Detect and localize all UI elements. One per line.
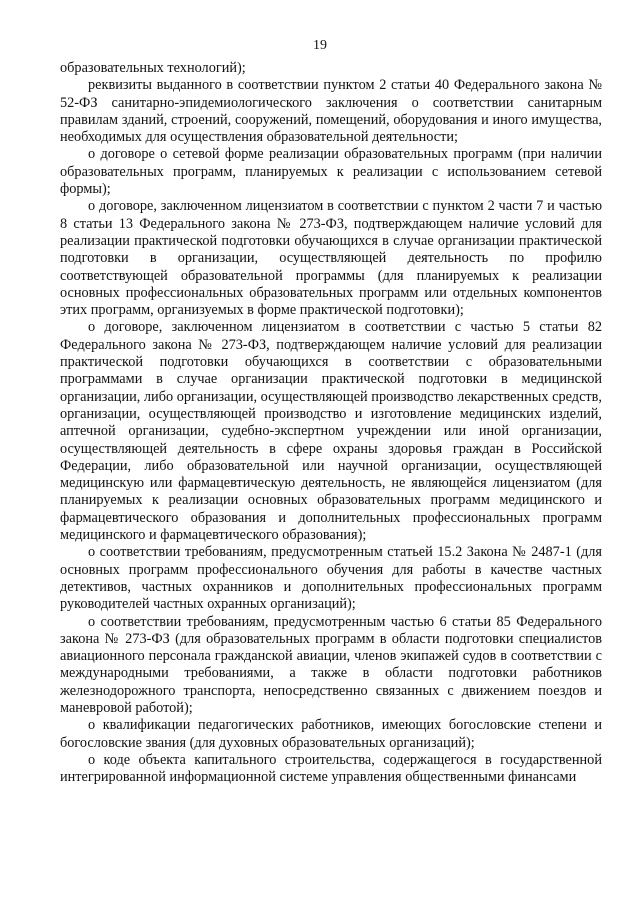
paragraph: реквизиты выданного в соответствии пунктом 2 статьи 40 Федерального закона № 52-ФЗ санитарно-эпидемиологического заключения о соответствии санитарным правилам зданий, строений, сооружений, помещений, оборудования и иного имущества, необходимых для осуществления образовательной деятельности; (60, 77, 602, 146)
paragraph: о договоре о сетевой форме реализации образовательных программ (при наличии образовательных программ, планируемых к реализации с использованием сетевой формы); (60, 146, 602, 198)
paragraph: о соответствии требованиям, предусмотренным частью 6 статьи 85 Федерального закона № 273-ФЗ (для образовательных программ в области подготовки специалистов авиационного персонала гражданской авиации, членов экипажей судов в соответствии с международными требованиями, а также в области подготовки работников железнодорожного транспорта, непосредственно связанных с движением поездов и маневровой работой); (60, 613, 602, 716)
paragraph: образовательных технологий); (60, 60, 246, 76)
paragraph: о договоре, заключенном лицензиатом в соответствии с пунктом 2 части 7 и частью 8 статьи 13 Федерального закона № 273-ФЗ, подтверждающем наличие условий для реализации практической подготовки обучающихся в случае организации практической подготовки в организации, осуществляющей деятельность по профилю соответствующей образовательной программы (для планируемых к реализации основных профессиональных образовательных программ или отдельных компонентов этих программ, организуемых в форме практической подготовки); (60, 198, 602, 319)
paragraph: о договоре, заключенном лицензиатом в соответствии с частью 5 статьи 82 Федерального закона № 273-ФЗ, подтверждающем наличие условий для реализации практической подготовки обучающихся в соответствии с образовательными программами в случае организации практической подготовки в медицинской организации, либо организации, осуществляющей производство лекарственных средств, организации, осуществляющей производство и изготовление медицинских изделий, аптечной организации, судебно-экспертном учреждении или иной организации, осуществляющей деятельность в сфере охраны здоровья граждан в Российской Федерации, либо образовательной или научной организации, осуществляющей медицинскую или фармацевтическую деятельность, не являющейся лицензиатом (для планируемых к реализации основных образовательных программ медицинского и фармацевтического образования и дополнительных профессиональных программ медицинского и фармацевтического образования); (60, 319, 602, 544)
paragraph: о коде объекта капитального строительства, содержащегося в государственной интегрированной информационной системе управления общественными финансами (60, 751, 602, 786)
body-text (60, 60, 602, 786)
paragraph: о квалификации педагогических работников, имеющих богословские степени и богословские звания (для духовных образовательных организаций); (60, 717, 602, 751)
page-number: 19 (313, 38, 327, 53)
paragraph: о соответствии требованиям, предусмотренным статьей 15.2 Закона № 2487-1 (для основных программ профессионального обучения для работы в качестве частных детективов, частных охранников и дополнительных профессиональных программ руководителей частных охранных организаций); (60, 544, 602, 613)
